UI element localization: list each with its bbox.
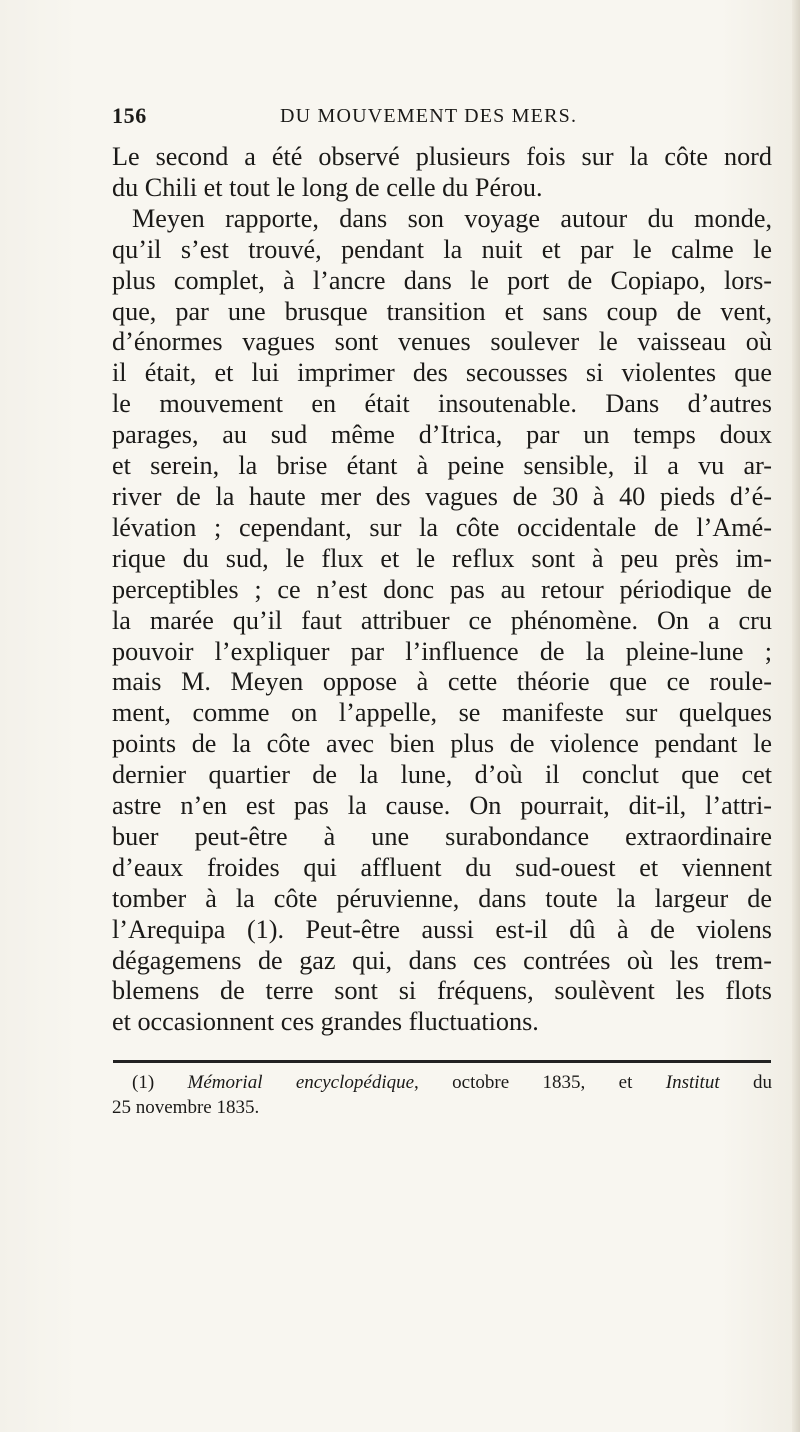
text-line: qu’il s’est trouvé, pendant la nuit et par le calme le — [112, 234, 772, 264]
footnote-source: Mémorial encyclopédique — [187, 1072, 415, 1093]
page-number: 156 — [112, 103, 147, 128]
body-paragraphs — [112, 142, 772, 1038]
footnote-source: Institut — [665, 1072, 720, 1093]
text-line: et serein, la brise étant à peine sensible, il a vu ar- — [112, 451, 772, 481]
text-line: river de la haute mer des vagues de 30 à 40 pieds d’é- — [112, 481, 772, 511]
page-edge — [792, 0, 800, 1432]
text-line: ment, comme on l’appelle, se manifeste sur quelques — [112, 698, 772, 728]
text-line: dernier quartier de la lune, d’où il conclut que cet — [112, 760, 772, 790]
text-line: rique du sud, le flux et le reflux sont à peu près im- — [112, 543, 772, 573]
text-line: tomber à la côte péruvienne, dans toute la largeur de — [112, 883, 772, 913]
text-line: astre n’en est pas la cause. On pourrait, dit-il, l’attri- — [112, 791, 772, 821]
footnote-line — [112, 1070, 772, 1095]
running-title: DU MOUVEMENT DES MERS. — [280, 105, 578, 127]
footnote-line: 25 novembre 1835. — [112, 1097, 260, 1118]
text-line: d’énormes vagues sont venues soulever le vaisseau où — [112, 327, 772, 357]
footnote-rule — [113, 1060, 771, 1063]
text-line: pouvoir l’expliquer par l’influence de la pleine-lune ; — [112, 636, 772, 666]
text-line: points de la côte avec bien plus de violence pendant le — [112, 729, 772, 759]
footnote-date: , octobre 1835, et — [414, 1072, 633, 1093]
footnote-marker: (1) — [132, 1072, 155, 1093]
text-line: la marée qu’il faut attribuer ce phénomène. On a cru — [112, 605, 772, 635]
page-header — [112, 101, 772, 131]
text-line: lévation ; cependant, sur la côte occidentale de l’Amé- — [112, 512, 772, 542]
text-line: dégagemens de gaz qui, dans ces contrées où les trem- — [112, 945, 772, 975]
text-line: plus complet, à l’ancre dans le port de Copiapo, lors- — [112, 265, 772, 295]
footnote — [112, 1070, 772, 1120]
text-line: d’eaux froides qui affluent du sud-ouest et viennent — [112, 852, 772, 882]
text-line: Le second a été observé plusieurs fois sur la côte nord — [112, 142, 772, 171]
text-line: que, par une brusque transition et sans coup de vent, — [112, 296, 772, 326]
text-line: Meyen rapporte, dans son voyage autour du monde, — [132, 203, 772, 233]
text-line: il était, et lui imprimer des secousses si violentes que — [112, 358, 772, 388]
text-line: parages, au sud même d’Itrica, par un temps doux — [112, 420, 772, 450]
text-line: mais M. Meyen oppose à cette théorie que ce roule- — [112, 667, 772, 697]
text-line: perceptibles ; ce n’est donc pas au retour périodique de — [112, 574, 772, 604]
text-line: et occasionnent ces grandes fluctuations. — [112, 1007, 539, 1037]
footnote-text: du — [753, 1072, 773, 1093]
text-line: le mouvement en était insoutenable. Dans d’autres — [112, 389, 772, 419]
text-line: l’Arequipa (1). Peut-être aussi est-il dû à de violens — [112, 914, 772, 944]
text-line: du Chili et tout le long de celle du Pérou. — [112, 172, 543, 202]
text-line: buer peut-être à une surabondance extraordinaire — [112, 821, 772, 851]
text-line: blemens de terre sont si fréquens, soulèvent les flots — [112, 976, 772, 1006]
